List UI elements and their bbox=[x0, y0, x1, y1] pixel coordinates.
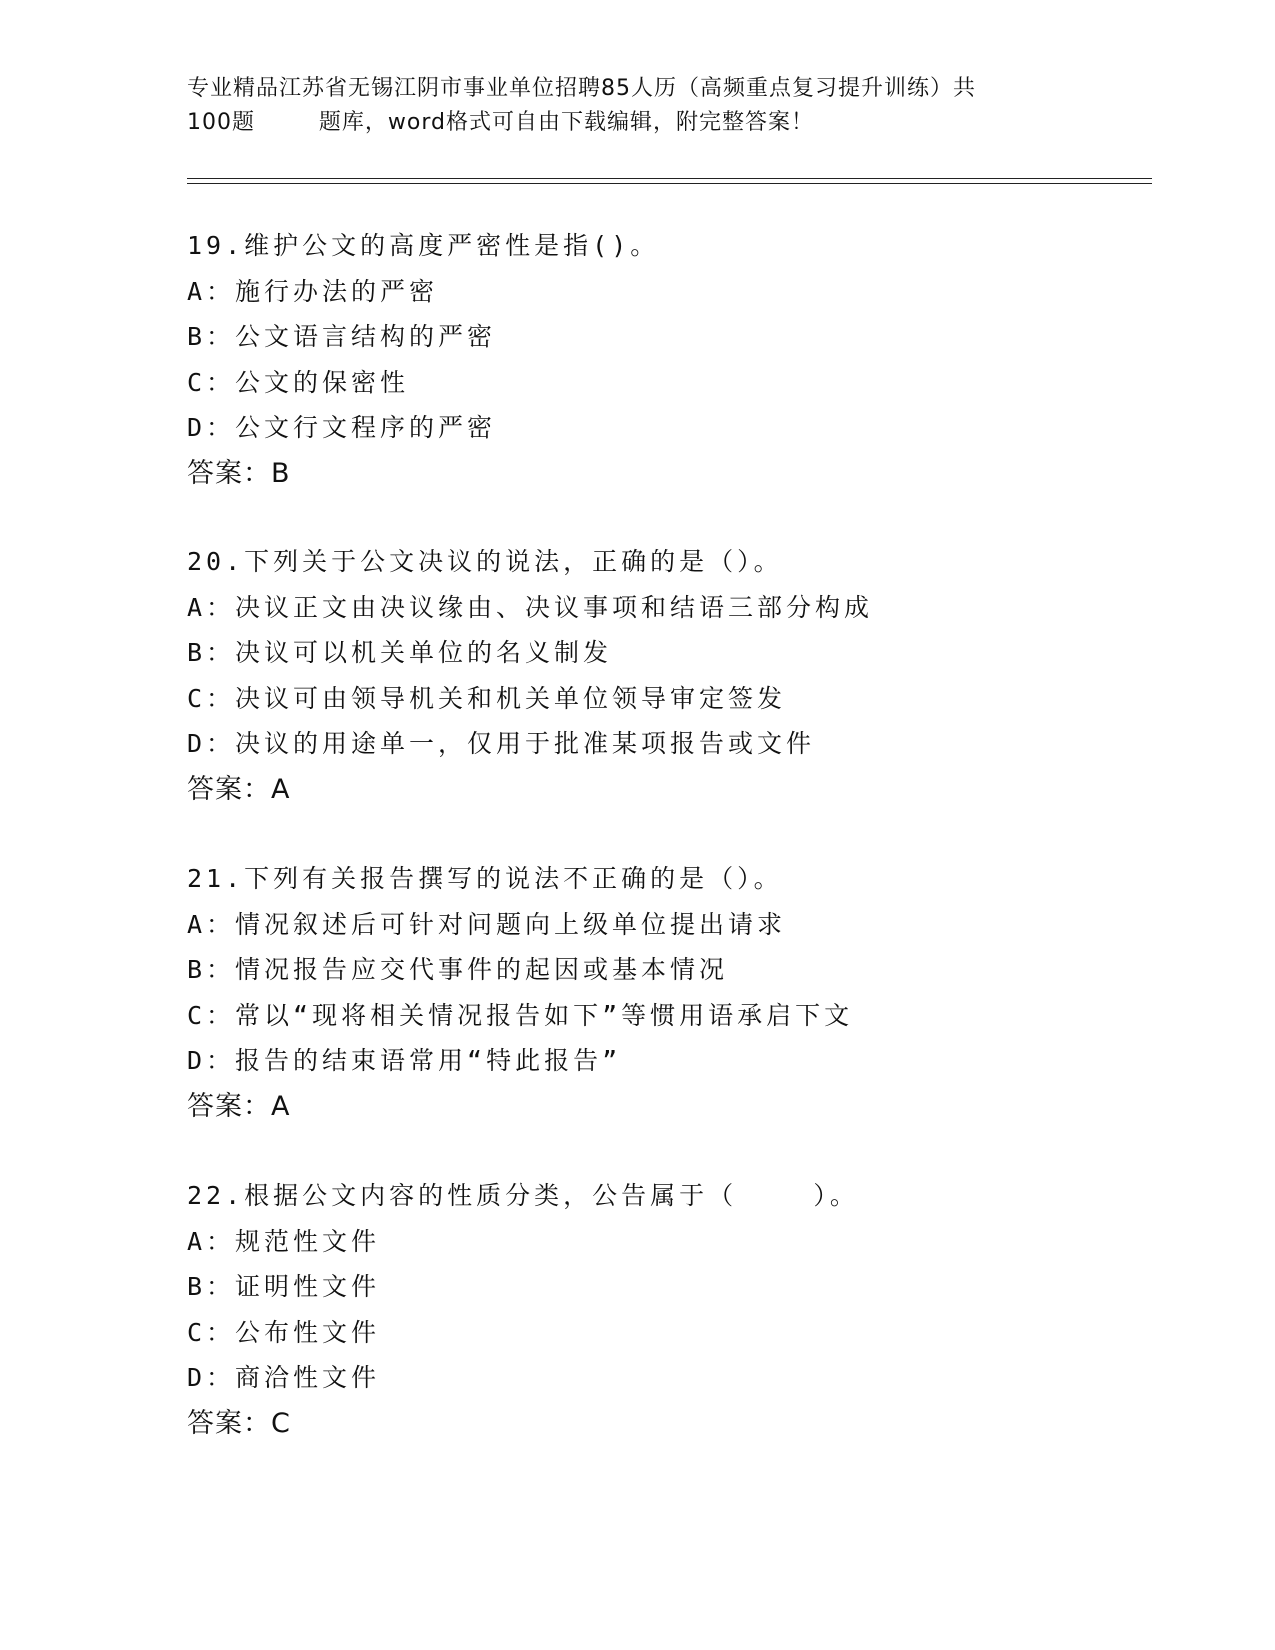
question-block bbox=[187, 1173, 1187, 1447]
answer-text: 答案：B bbox=[187, 457, 291, 489]
question-block bbox=[187, 539, 1187, 813]
option-c: C：决议可由领导机关和机关单位领导审定签发 bbox=[187, 683, 787, 713]
question-stem: 22.根据公文内容的性质分类，公告属于（ ）。 bbox=[187, 1181, 859, 1210]
option-a: A：规范性文件 bbox=[187, 1226, 381, 1256]
answer-text: 答案：C bbox=[187, 1407, 291, 1439]
option-c: C：公布性文件 bbox=[187, 1317, 381, 1347]
option-a: A：情况叙述后可针对问题向上级单位提出请求 bbox=[187, 909, 787, 939]
option-b: B：公文语言结构的严密 bbox=[187, 322, 497, 351]
question-stem: 20.下列关于公文决议的说法，正确的是（）。 bbox=[187, 547, 783, 576]
question-block bbox=[187, 223, 1187, 497]
option-a: A：决议正文由决议缘由、决议事项和结语三部分构成 bbox=[187, 592, 874, 622]
answer-text: 答案：A bbox=[187, 773, 291, 805]
option-b: B：决议可以机关单位的名义制发 bbox=[187, 638, 613, 667]
option-c: C：公文的保密性 bbox=[187, 367, 410, 397]
option-d: D：决议的用途单一，仅用于批准某项报告或文件 bbox=[187, 729, 816, 758]
question-stem: 19.维护公文的高度严密性是指()。 bbox=[187, 231, 660, 260]
option-c: C：常以“现将相关情况报告如下”等惯用语承启下文 bbox=[187, 1000, 854, 1030]
option-d: D：商洽性文件 bbox=[187, 1363, 381, 1392]
option-b: B：证明性文件 bbox=[187, 1272, 381, 1301]
option-d: D：公文行文程序的严密 bbox=[187, 413, 497, 442]
header-divider-top bbox=[187, 178, 1152, 179]
option-b: B：情况报告应交代事件的起因或基本情况 bbox=[187, 955, 729, 984]
document-header bbox=[187, 72, 1087, 140]
option-d: D：报告的结束语常用“特此报告” bbox=[187, 1046, 622, 1075]
header-line-1: 专业精品江苏省无锡江阴市事业单位招聘85人历（高频重点复习提升训练）共 bbox=[187, 76, 976, 101]
header-divider-bottom bbox=[187, 183, 1152, 184]
option-a: A：施行办法的严密 bbox=[187, 276, 439, 306]
question-block bbox=[187, 856, 1187, 1130]
header-line-2: 100题 题库，word格式可自由下载编辑，附完整答案！ bbox=[187, 110, 815, 135]
answer-text: 答案：A bbox=[187, 1090, 291, 1122]
question-stem: 21.下列有关报告撰写的说法不正确的是（）。 bbox=[187, 864, 783, 893]
